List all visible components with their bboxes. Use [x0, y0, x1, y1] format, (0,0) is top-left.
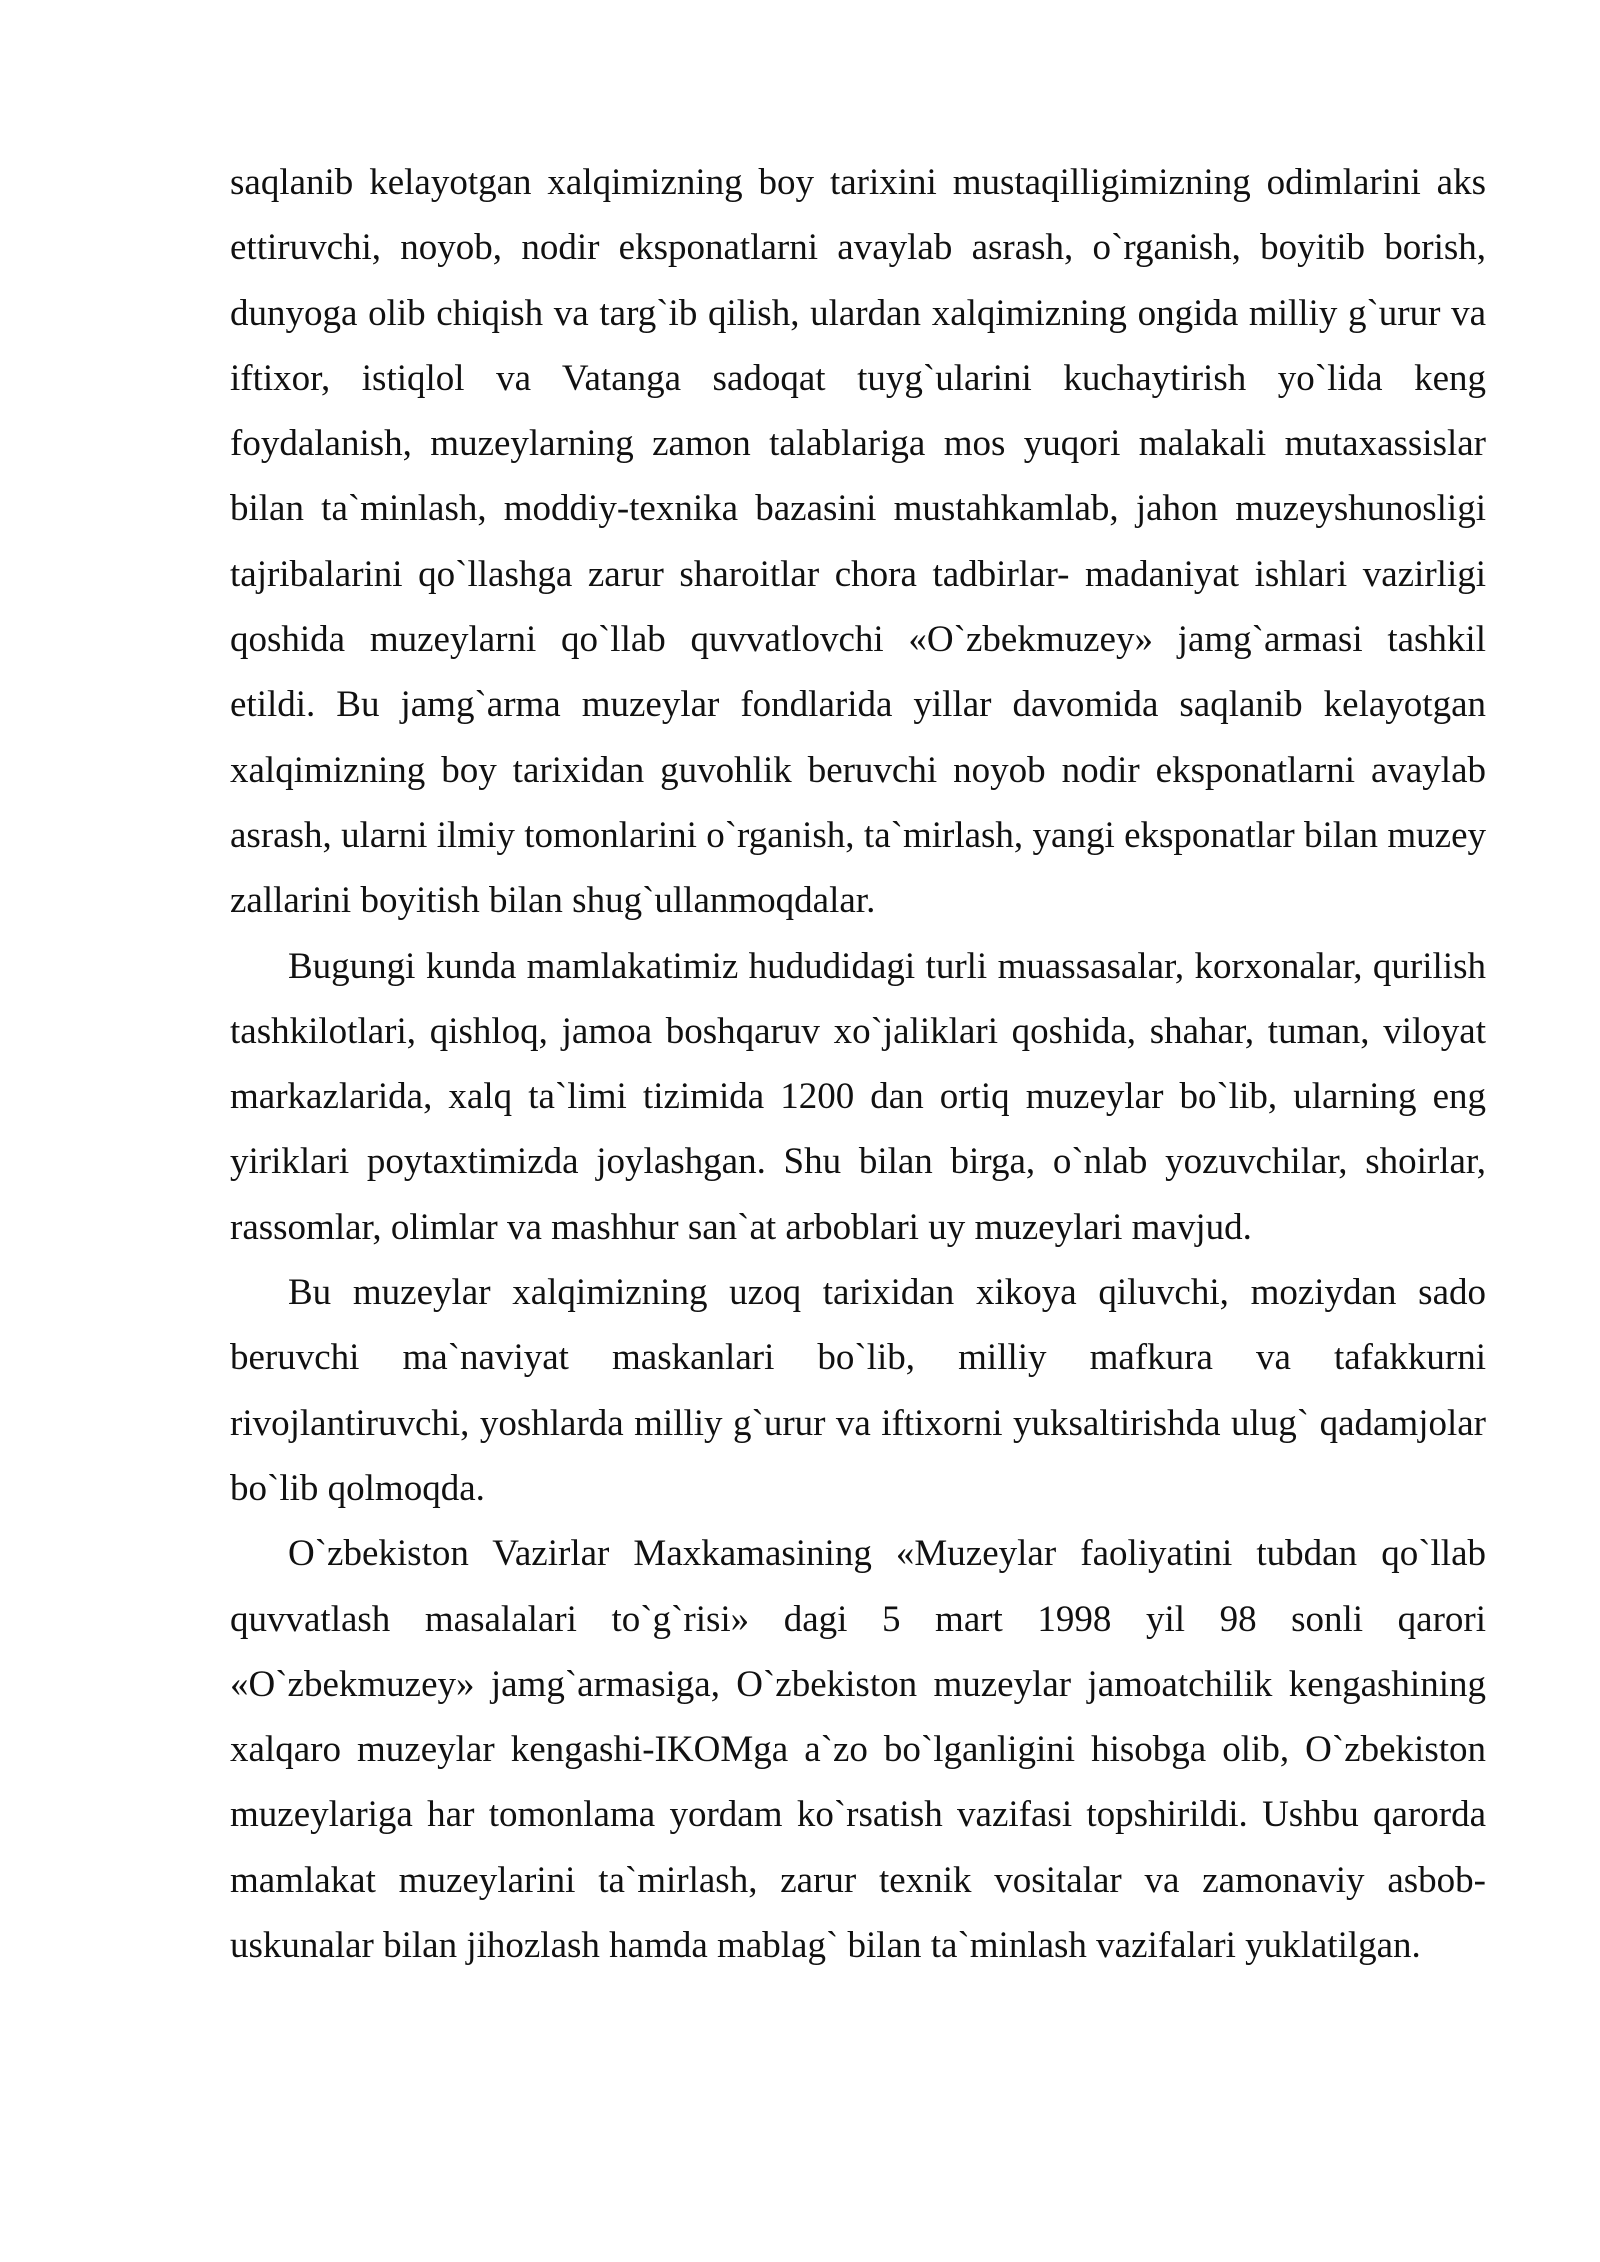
paragraph-government-decree: O`zbekiston Vazirlar Maxkamasining «Muzeylar faoliyatini tubdan qo`llab quvvatlash masalalari to`g`risi» dagi 5 mart 1998 yil 98 sonli qarori «O`zbekmuzey» jamg`armasiga, O`zbekiston muzeylar jamoatchilik kengashining xalqaro muzeylar kengashi-IKOMga a`zo bo`lganligini hisobga olib, O`zbekiston muzeylariga har tomonlama yordam ko`rsatish vazifasi topshirildi. Ushbu qarorda mamlakat muzeylarini ta`mirlash, zarur texnik vositalar va zamonaviy asbob-uskunalar bilan jihozlash hamda mablag` bilan ta`minlash vazifalari yuklatilgan. [230, 1533, 1486, 1967]
document-body [230, 150, 1486, 1978]
paragraph-museums-role: Bu muzeylar xalqimizning uzoq tarixidan xikoya qiluvchi, moziydan sado beruvchi ma`naviyat maskanlari bo`lib, milliy mafkura va tafakkurni rivojlantiruvchi, yoshlarda milliy g`urur va iftixorni yuksaltirishda ulug` qadamjolar bo`lib qolmoqda. [230, 1272, 1486, 1509]
paragraph-continuation: saqlanib kelayotgan xalqimizning boy tarixini mustaqilligimizning odimlarini aks ettiruvchi, noyob, nodir eksponatlarni avaylab asrash, o`rganish, boyitib borish, dunyoga olib chiqish va targ`ib qilish, ulardan xalqimizning ongida milliy g`urur va iftixor, istiqlol va Vatanga sadoqat tuyg`ularini kuchaytirish yo`lida keng foydalanish, muzeylarning zamon talablariga mos yuqori malakali mutaxassislar bilan ta`minlash, moddiy-texnika bazasini mustahkamlab, jahon muzeyshunosligi tajribalarini qo`llashga zarur sharoitlar chora tadbirlar- madaniyat ishlari vazirligi qoshida muzeylarni qo`llab quvvatlovchi «O`zbekmuzey» jamg`armasi tashkil etildi. Bu jamg`arma muzeylar fondlarida yillar davomida saqlanib kelayotgan xalqimizning boy tarixidan guvohlik beruvchi noyob nodir eksponatlarni avaylab asrash, ularni ilmiy tomonlarini o`rganish, ta`mirlash, yangi eksponatlar bilan muzey zallarini boyitish bilan shug`ullanmoqdalar. [230, 162, 1486, 922]
paragraph-museums-count: Bugungi kunda mamlakatimiz hududidagi turli muassasalar, korxonalar, qurilish tashkilotlari, qishloq, jamoa boshqaruv xo`jaliklari qoshida, shahar, tuman, viloyat markazlarida, xalq ta`limi tizimida 1200 dan ortiq muzeylar bo`lib, ularning eng yiriklari poytaxtimizda joylashgan. Shu bilan birga, o`nlab yozuvchilar, shoirlar, rassomlar, olimlar va mashhur san`at arboblari uy muzeylari mavjud. [230, 945, 1486, 1248]
